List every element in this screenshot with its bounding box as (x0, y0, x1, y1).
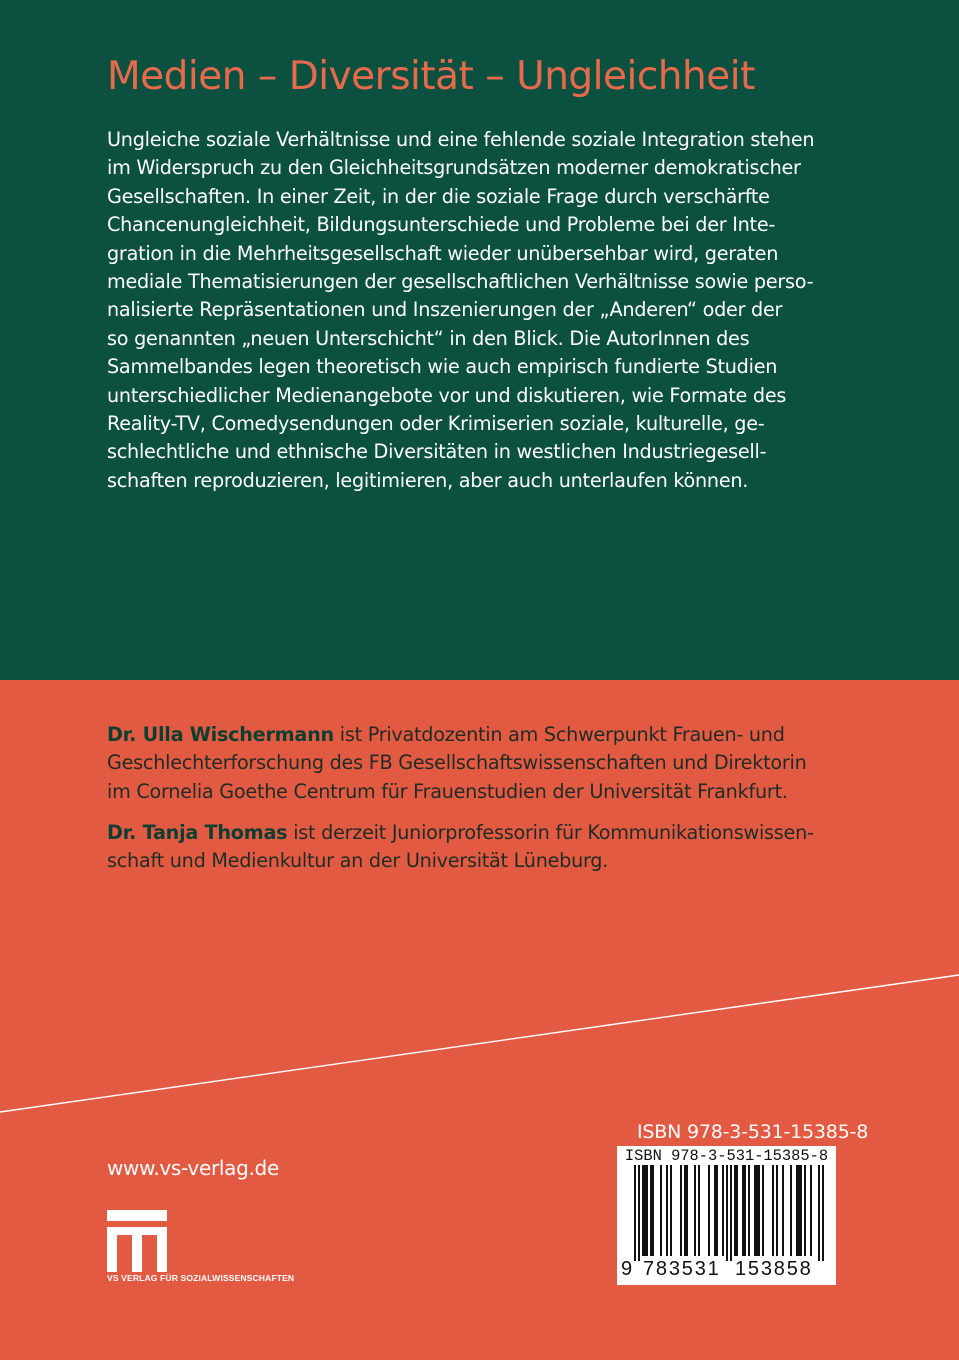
barcode-bar (776, 1165, 778, 1256)
description-line: gration in die Mehrheitsgesellschaft wieder unübersehbar wird, geraten (107, 241, 779, 265)
barcode-bar (756, 1165, 758, 1256)
description-line: unterschiedlicher Medienangebote vor und diskutieren, wie Formate des (107, 383, 787, 407)
barcode-bar (686, 1165, 688, 1256)
barcode-bar (742, 1165, 744, 1256)
bio-line: Dr. Ulla Wischermann ist Privatdozentin am Schwerpunkt Frauen- und (107, 723, 785, 746)
description-line: mediale Thematisierungen der gesellschaftlichen Verhältnisse sowie perso- (107, 270, 814, 294)
barcode-bar (758, 1165, 760, 1256)
barcode-bar (638, 1165, 640, 1261)
barcode-bar (660, 1165, 662, 1256)
barcode-bar (698, 1165, 700, 1256)
author-name: Dr. Tanja Thomas (107, 821, 288, 844)
description-line: Reality-TV, Comedysendungen oder Krimiserien soziale, kulturelle, ge- (107, 412, 765, 436)
barcode-bar (800, 1165, 802, 1256)
barcode-bar (716, 1165, 718, 1256)
barcode-bar (726, 1165, 728, 1261)
barcode-bar (680, 1165, 682, 1256)
isbn-label: ISBN 978-3-531-15385-8 (637, 1121, 869, 1143)
description-line: Chancenungleichheit, Bildungsunterschiede und Probleme bei der Inte- (107, 213, 776, 237)
barcode-bar (744, 1165, 746, 1256)
barcode-bar (652, 1165, 654, 1256)
book-description (107, 126, 814, 495)
barcode-bar (790, 1165, 792, 1256)
author-name: Dr. Ulla Wischermann (107, 723, 334, 746)
barcode-bar (798, 1165, 800, 1256)
barcode-bar (818, 1165, 820, 1261)
barcode (617, 1146, 836, 1285)
barcode-bars (617, 1165, 836, 1261)
description-line: Ungleiche soziale Verhältnisse und eine fehlende soziale Integration stehen (107, 128, 815, 151)
description-line: schlechtliche und ethnische Diversitäten in westlichen Industriegesell- (107, 440, 767, 464)
barcode-bar (822, 1165, 824, 1261)
barcode-bar (730, 1165, 732, 1261)
barcode-bar (646, 1165, 648, 1256)
description-line: so genannten „neuen Unterschicht“ in den Blick. Die AutorInnen des (107, 326, 750, 350)
barcode-bar (804, 1165, 806, 1256)
bio-line: Dr. Tanja Thomas ist derzeit Juniorprofessorin für Kommunikationswissen- (107, 821, 814, 844)
barcode-bar (708, 1165, 710, 1256)
barcode-bar (642, 1165, 644, 1256)
barcode-bar (748, 1165, 750, 1256)
publisher-logo-icon (107, 1210, 167, 1272)
barcode-bar (634, 1165, 636, 1261)
barcode-bar (782, 1165, 784, 1256)
barcode-bar (736, 1165, 738, 1256)
barcode-bar (684, 1165, 686, 1256)
barcode-bar (772, 1165, 774, 1256)
ean-right-group: 153858 (735, 1258, 813, 1280)
publisher-website: www.vs-verlag.de (107, 1156, 279, 1180)
barcode-isbn-text: ISBN 978-3-531-15385-8 (624, 1147, 829, 1165)
description-line: schaften reproduzieren, legitimieren, aber auch unterlaufen können. (107, 468, 749, 492)
bio-line: Geschlechterforschung des FB Gesellschaftswissenschaften und Direktorin (107, 751, 807, 775)
barcode-bar (670, 1165, 672, 1256)
author-bio-wischermann (107, 721, 807, 806)
barcode-bar (694, 1165, 696, 1256)
barcode-bar (796, 1165, 798, 1256)
barcode-bar (734, 1165, 736, 1256)
barcode-bar (644, 1165, 646, 1256)
description-line: Sammelbandes legen theoretisch wie auch empirisch fundierte Studien (107, 355, 778, 379)
barcode-bar (650, 1165, 652, 1256)
publisher-name: VS VERLAG FÜR SOZIALWISSENSCHAFTEN (107, 1273, 295, 1283)
barcode-bar (714, 1165, 716, 1256)
description-line: nalisierte Repräsentationen und Inszenierungen der „Anderen“ oder der (107, 298, 783, 322)
book-title: Medien – Diversität – Ungleichheit (107, 54, 755, 99)
bio-line: schaft und Medienkultur an der Universität Lüneburg. (107, 849, 609, 873)
barcode-bar (810, 1165, 812, 1256)
bio-line: im Cornelia Goethe Centrum für Frauenstudien der Universität Frankfurt. (107, 779, 788, 803)
description-line: Gesellschaften. In einer Zeit, in der die soziale Frage durch verschärfte (107, 184, 770, 208)
author-bio-thomas (107, 819, 814, 876)
ean-left-group: 783531 (643, 1258, 721, 1280)
barcode-bar (762, 1165, 764, 1256)
barcode-bar (722, 1165, 724, 1256)
ean-first-digit: 9 (621, 1258, 633, 1280)
description-line: im Widerspruch zu den Gleichheitsgrundsätzen moderner demokratischer (107, 156, 801, 180)
barcode-bar (754, 1165, 756, 1256)
barcode-bar (666, 1165, 668, 1256)
